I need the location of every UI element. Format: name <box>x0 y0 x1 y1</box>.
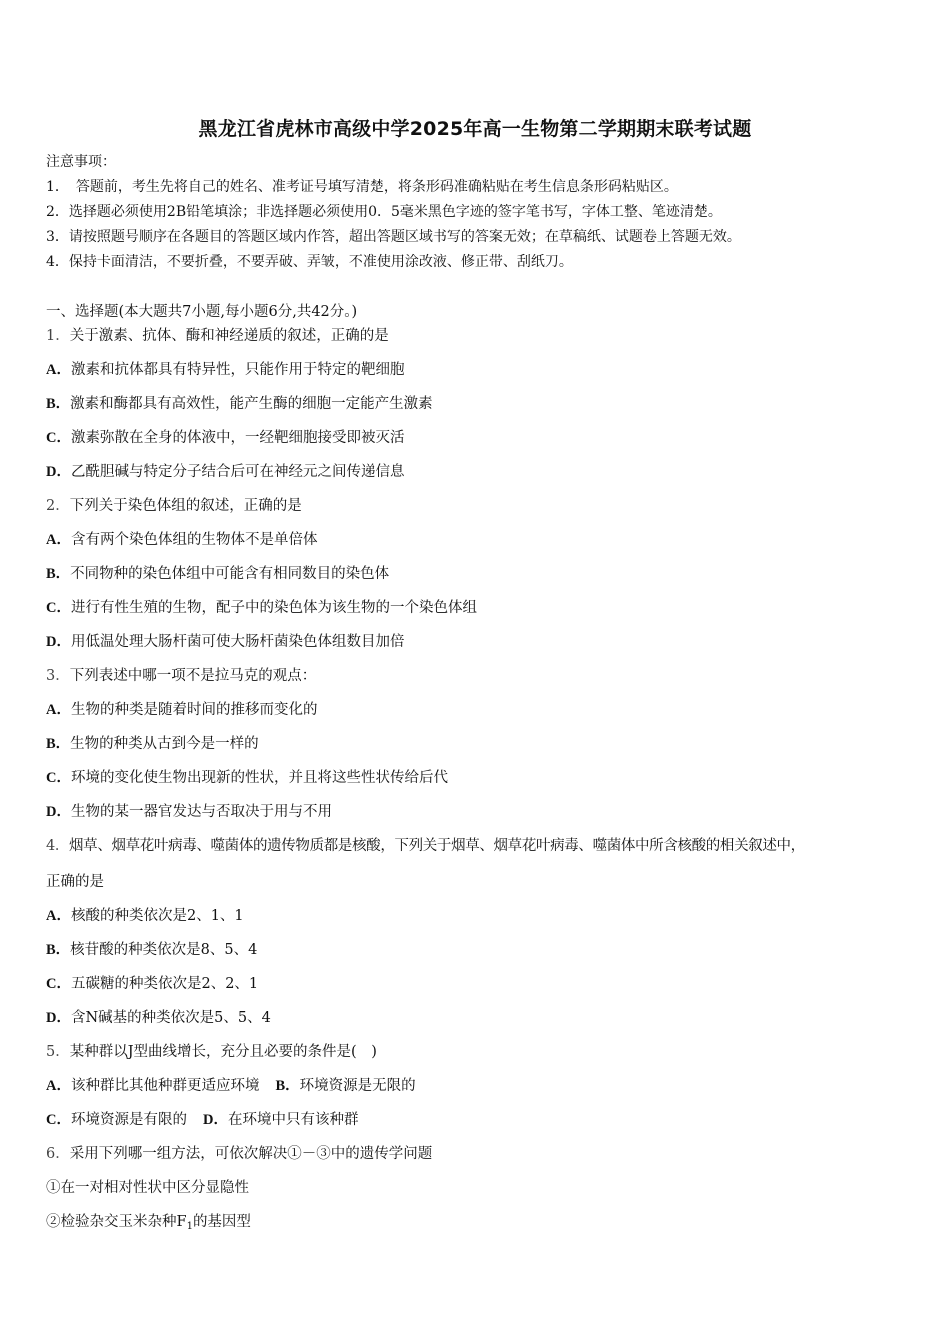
option-row <box>46 1110 358 1130</box>
option-d <box>46 462 404 482</box>
option-letter: A． <box>46 1078 71 1094</box>
option-a <box>46 906 244 926</box>
option-a <box>46 700 317 720</box>
option-letter: A． <box>46 532 71 548</box>
question-text: 采用下列哪一组方法，可依次解决①－③中的遗传学问题 <box>69 1146 433 1162</box>
option-text: 核苷酸的种类依次是8、5、4 <box>70 942 258 958</box>
option-letter: C． <box>46 600 71 616</box>
option-text: 环境资源是有限的 <box>70 1112 187 1128</box>
option-text: 五碳糖的种类依次是2、2、1 <box>70 976 259 992</box>
option-d <box>46 1008 271 1028</box>
option-text: 生物的种类从古到今是一样的 <box>70 736 259 752</box>
option-a <box>46 530 317 550</box>
option-letter: D． <box>46 634 71 650</box>
question-text: 下列表述中哪一项不是拉马克的观点： <box>69 668 317 684</box>
option-letter: A． <box>46 702 71 718</box>
notice-item: 2．选择题必须使用2B铅笔填涂；非选择题必须使用0．5毫米黑色字迹的签字笔书写，字体工整、笔迹清楚。 <box>46 204 722 220</box>
question-text: 关于激素、抗体、酶和神经递质的叙述，正确的是 <box>69 328 389 344</box>
notice-item: 4．保持卡面清洁，不要折叠，不要弄破、弄皱，不准使用涂改液、修正带、刮纸刀。 <box>46 254 573 270</box>
option-text: 进行有性生殖的生物，配子中的染色体为该生物的一个染色体组 <box>70 600 477 616</box>
page-title: 黑龙江省虎林市高级中学2025年高一生物第二学期期末联考试题 <box>198 118 752 140</box>
subscript: 1 <box>186 1221 193 1232</box>
option-letter: B． <box>46 942 71 958</box>
section-heading: 一、选择题(本大题共7小题,每小题6分,共42分。) <box>46 304 358 320</box>
option-letter: A． <box>46 908 71 924</box>
option-b <box>46 940 257 960</box>
option-text: 该种群比其他种群更适应环境 <box>70 1078 260 1094</box>
question-1-stem <box>46 326 389 346</box>
option-text: 乙酰胆碱与特定分子结合后可在神经元之间传递信息 <box>70 464 405 480</box>
option-letter: C． <box>46 430 71 446</box>
option-a <box>46 360 404 380</box>
question-4-stem-continued: 正确的是 <box>46 874 104 890</box>
option-letter: C． <box>46 1112 71 1128</box>
question-number: 4． <box>46 838 70 854</box>
option-text: 不同物种的染色体组中可能含有相同数目的染色体 <box>70 566 390 582</box>
option-c <box>46 768 448 788</box>
option-text: 激素和抗体都具有特异性，只能作用于特定的靶细胞 <box>70 362 405 378</box>
question-number: 2． <box>46 498 70 514</box>
question-5-stem <box>46 1042 377 1062</box>
option-letter: D． <box>202 1112 228 1128</box>
option-text: 用低温处理大肠杆菌可使大肠杆菌染色体组数目加倍 <box>70 634 405 650</box>
question-3-stem <box>46 666 316 686</box>
option-letter: B． <box>275 1078 300 1094</box>
option-d <box>46 632 404 652</box>
option-b <box>46 734 259 754</box>
question-4-stem <box>46 836 805 856</box>
question-item <box>46 1212 251 1237</box>
question-number: 1． <box>46 328 70 344</box>
option-letter: C． <box>46 770 71 786</box>
notice-item: 3．请按照题号顺序在各题目的答题区域内作答，超出答题区域书写的答案无效；在草稿纸、试题卷上答题无效。 <box>46 229 741 245</box>
option-text: 生物的种类是随着时间的推移而变化的 <box>70 702 318 718</box>
question-text: 某种群以J型曲线增长，充分且必要的条件是( ) <box>69 1044 377 1060</box>
option-text: 激素和酶都具有高效性，能产生酶的细胞一定能产生激素 <box>70 396 433 412</box>
option-text: 生物的某一器官发达与否取决于用与不用 <box>70 804 332 820</box>
item-text-tail: 的基因型 <box>192 1214 251 1230</box>
question-item: ①在一对相对性状中区分显隐性 <box>46 1180 249 1196</box>
option-letter: D． <box>46 464 71 480</box>
notice-item: 1． 答题前，考生先将自己的姓名、准考证号填写清楚，将条形码准确粘贴在考生信息条形码粘贴区。 <box>46 179 678 195</box>
question-number: 6． <box>46 1146 70 1162</box>
option-letter: A． <box>46 362 71 378</box>
question-number: 3． <box>46 668 70 684</box>
question-number: 5． <box>46 1044 70 1060</box>
option-text: 核酸的种类依次是2、1、1 <box>70 908 244 924</box>
item-text: ②检验杂交玉米杂种F <box>46 1214 187 1230</box>
question-text: 下列关于染色体组的叙述，正确的是 <box>69 498 302 514</box>
question-text: 烟草、烟草花叶病毒、噬菌体的遗传物质都是核酸，下列关于烟草、烟草花叶病毒、噬菌体中所含核酸的相关叙述中， <box>69 838 805 854</box>
option-letter: D． <box>46 804 71 820</box>
option-text: 在环境中只有该种群 <box>227 1112 359 1128</box>
option-letter: B． <box>46 396 71 412</box>
option-text: 含有两个染色体组的生物体不是单倍体 <box>70 532 318 548</box>
question-2-stem <box>46 496 302 516</box>
option-d <box>46 802 332 822</box>
option-row <box>46 1076 416 1096</box>
option-text: 环境的变化使生物出现新的性状，并且将这些性状传给后代 <box>70 770 448 786</box>
option-c <box>46 974 258 994</box>
option-b <box>46 564 389 584</box>
question-6-stem <box>46 1144 432 1164</box>
option-letter: B． <box>46 736 71 752</box>
option-text: 含N碱基的种类依次是5、5、4 <box>70 1010 271 1026</box>
option-letter: D． <box>46 1010 71 1026</box>
option-c <box>46 428 404 448</box>
option-text: 环境资源是无限的 <box>299 1078 416 1094</box>
option-c <box>46 598 477 618</box>
notice-heading: 注意事项： <box>46 154 116 170</box>
option-text: 激素弥散在全身的体液中，一经靶细胞接受即被灭活 <box>70 430 405 446</box>
option-letter: C． <box>46 976 71 992</box>
option-b <box>46 394 433 414</box>
option-letter: B． <box>46 566 71 582</box>
